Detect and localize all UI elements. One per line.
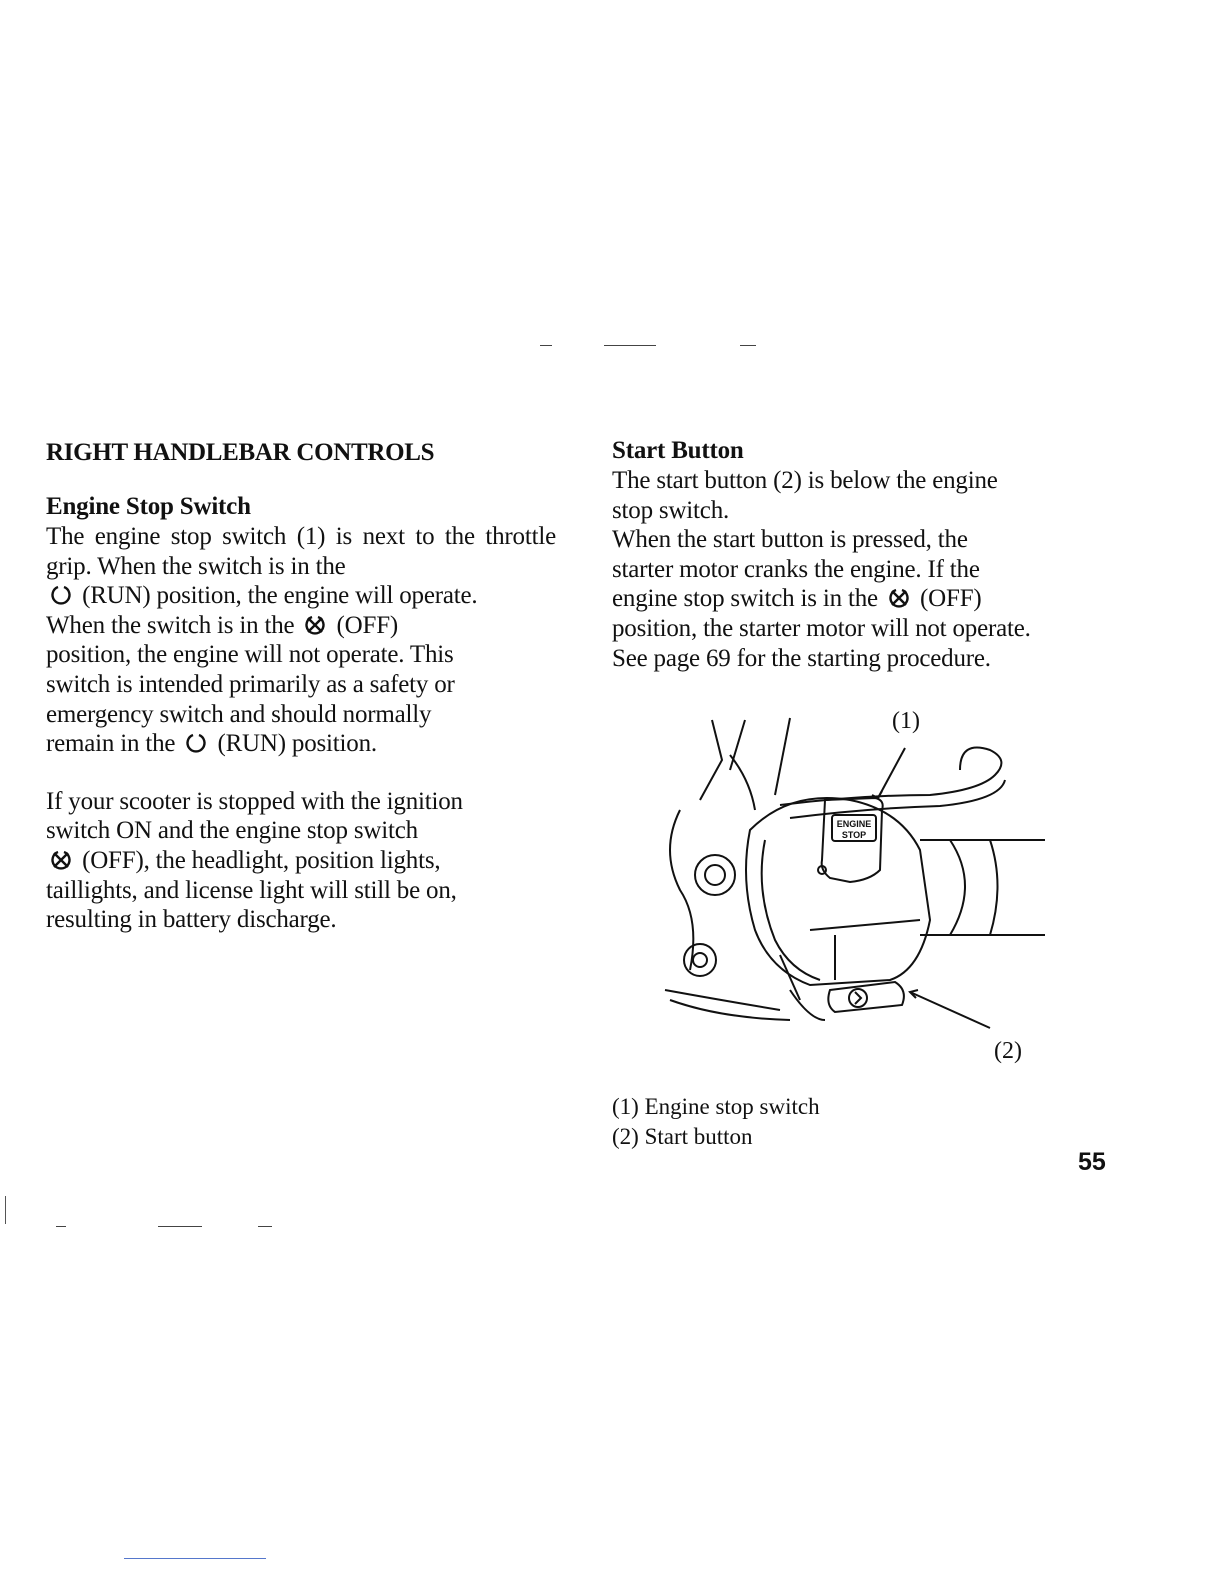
scan-mark (258, 1226, 272, 1227)
figure-captions (612, 1092, 820, 1152)
page-number: 55 (1078, 1148, 1106, 1176)
callout-2-label: (2) (994, 1038, 1022, 1064)
left-column (46, 436, 556, 935)
right-column (612, 436, 1122, 673)
handlebar-illustration (660, 700, 1050, 1070)
start-button-paragraph: The start button (2) is below the engine stop switch. When the start button is pressed, the starter motor cranks the engine. If the engine stop switch is in the (OFF) position, the starter motor will not operate. See page 69 for the starting procedure. (612, 467, 1031, 672)
switch-label: STOP (841, 830, 867, 840)
callout-1-label: (1) (892, 708, 920, 734)
scan-mark (124, 1558, 266, 1559)
run-symbol-icon (50, 584, 72, 606)
off-symbol-icon (50, 849, 72, 871)
off-symbol-icon (304, 614, 326, 636)
caption-1: (1) Engine stop switch (612, 1094, 820, 1119)
scan-mark (158, 1226, 202, 1227)
run-symbol-icon (185, 732, 207, 754)
scan-mark (540, 345, 552, 346)
section-title: RIGHT HANDLEBAR CONTROLS (46, 439, 435, 466)
off-symbol-icon (888, 587, 910, 609)
scan-mark (5, 1196, 6, 1224)
engine-stop-switch-heading: Engine Stop Switch (46, 493, 251, 520)
scan-mark (740, 345, 756, 346)
switch-label: ENGINE (836, 819, 872, 829)
caption-2: (2) Start button (612, 1124, 753, 1149)
battery-warning-paragraph: If your scooter is stopped with the ignition switch ON and the engine stop switch (OFF), the headlight, position lights, taillights, and license light will still be on, resulting in battery discharge. (46, 787, 463, 934)
engine-stop-switch-paragraph: The engine stop switch (1) is next to the throttle grip. When the switch is in the (RUN) position, the engine will operate. When the switch is in the (OFF) position, the engine will not operate. This switch is intended primarily as a safety or emergency switch and should normally remain in the (RUN) position. (46, 523, 556, 758)
start-button-heading: Start Button (612, 437, 744, 464)
scan-mark (604, 345, 656, 346)
scan-mark (56, 1226, 66, 1227)
